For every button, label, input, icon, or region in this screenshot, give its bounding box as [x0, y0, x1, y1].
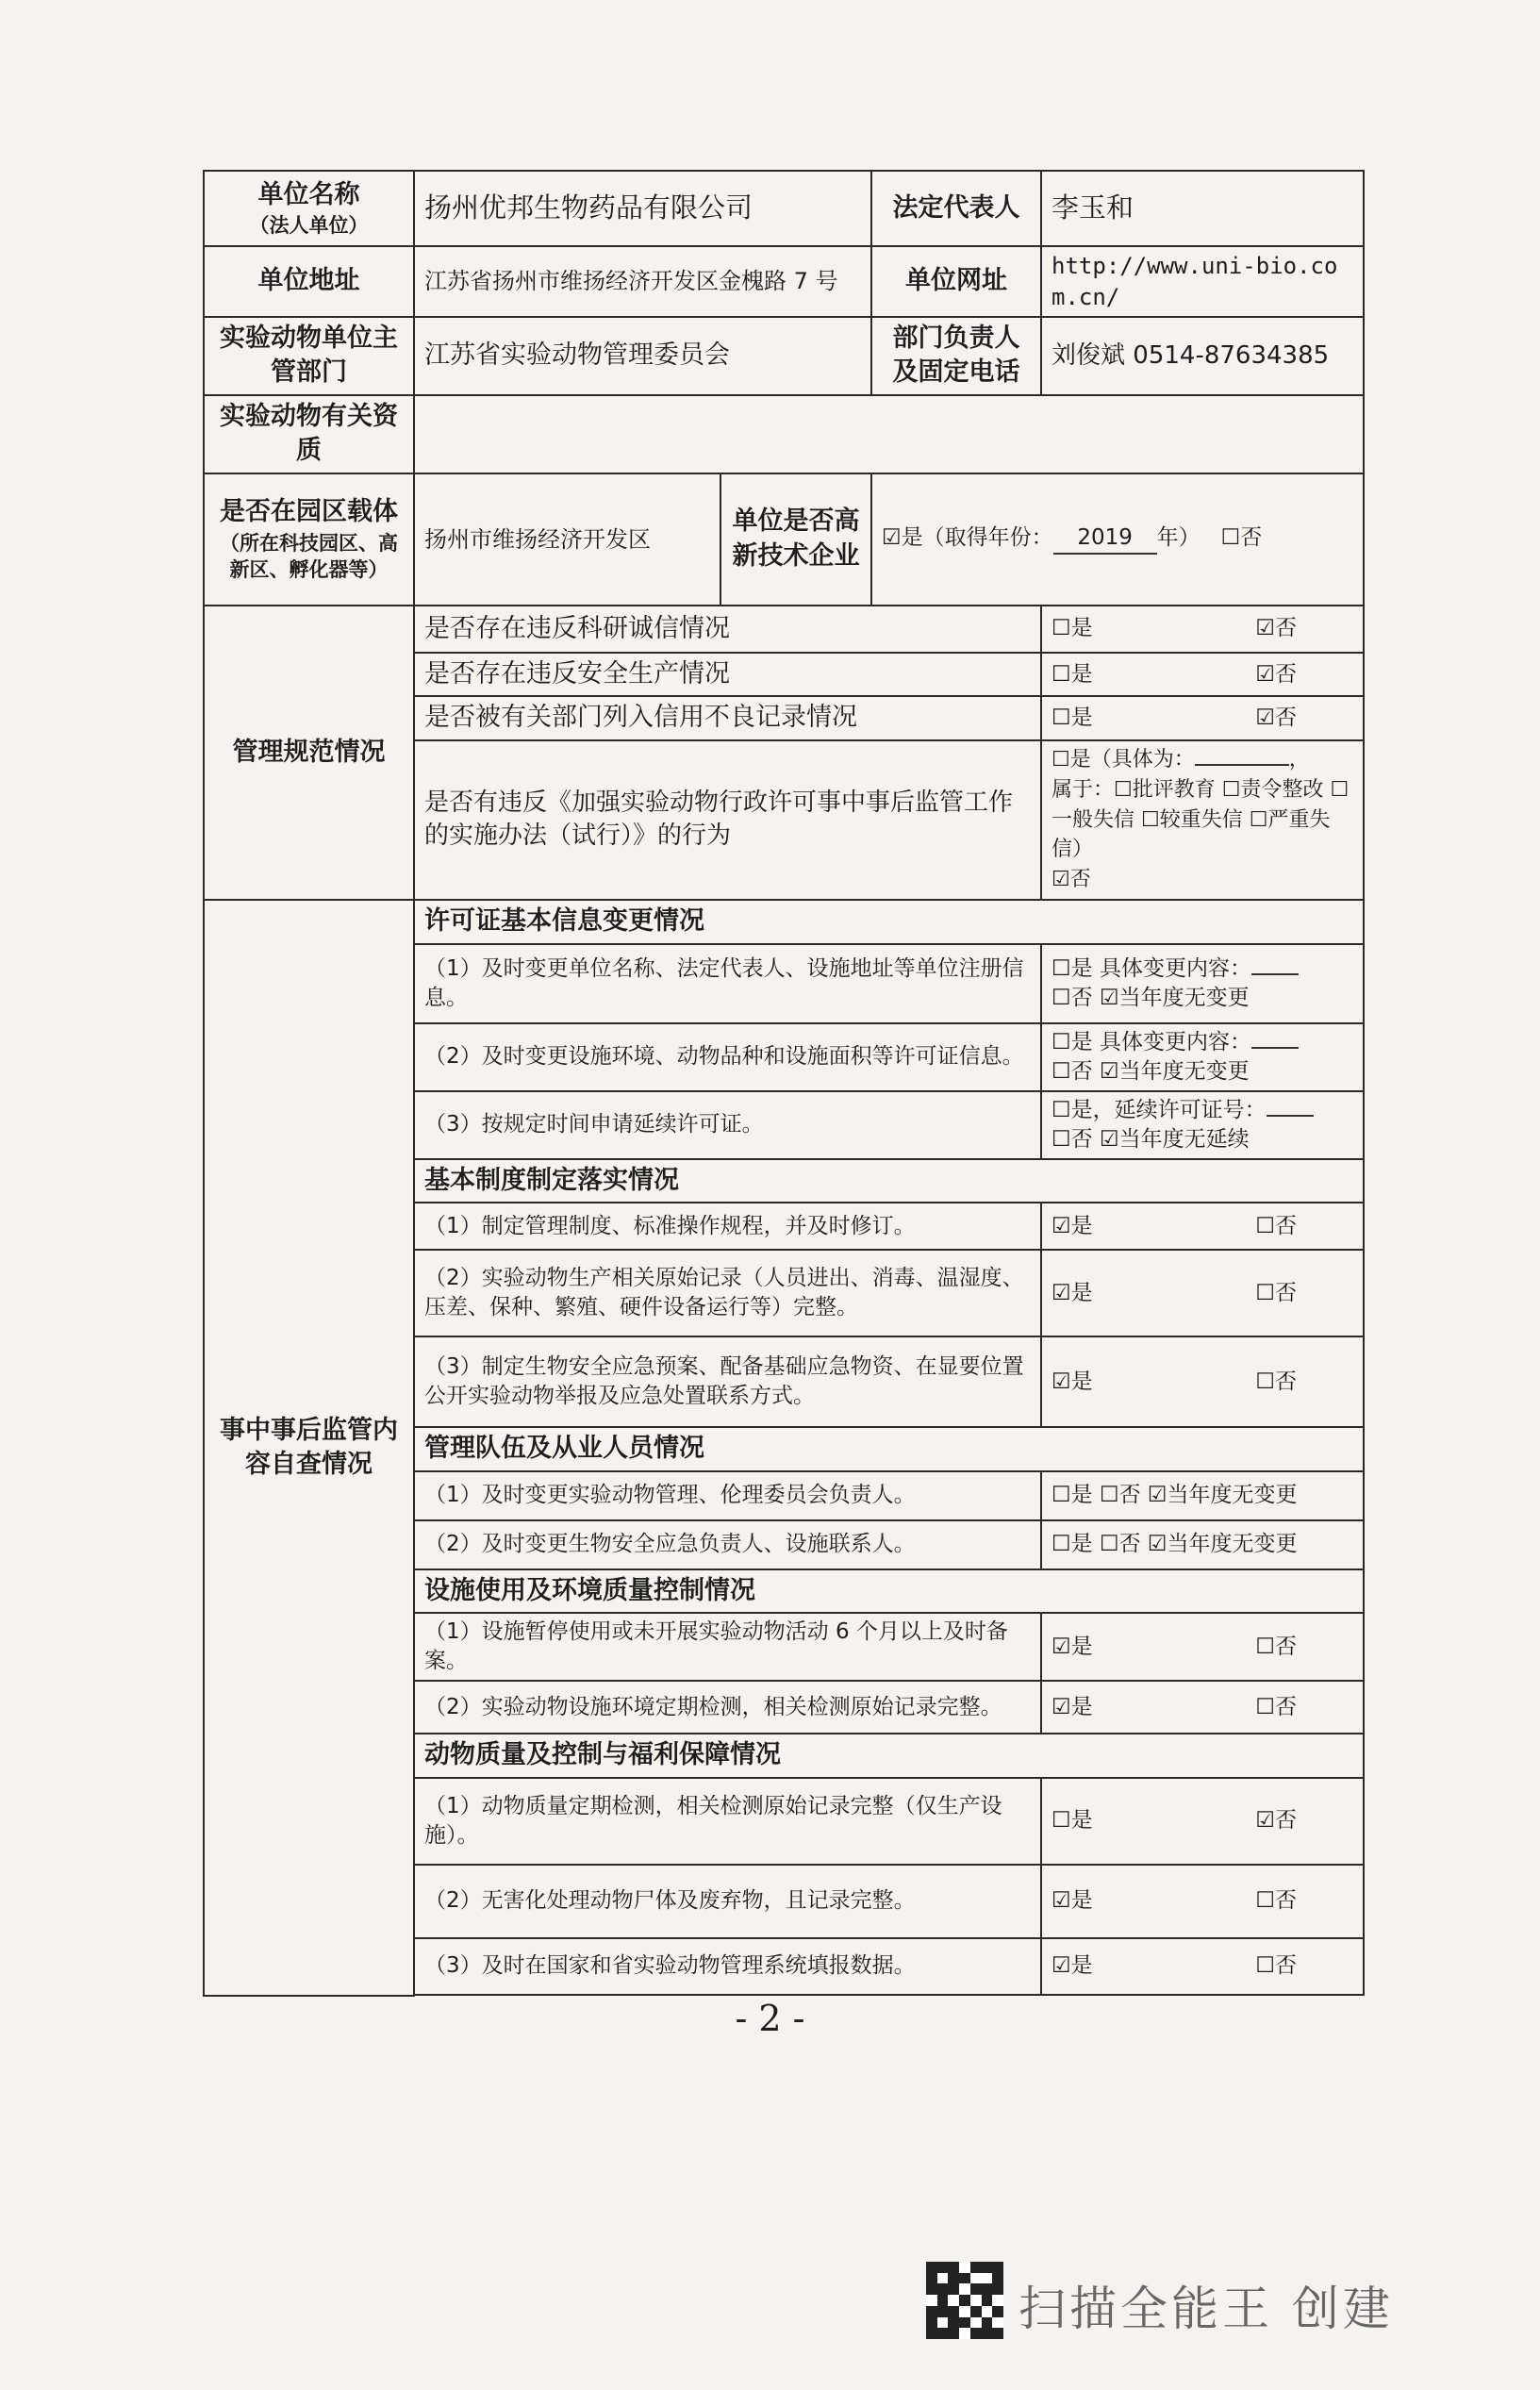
quality-section-title: 动物质量及控制与福利保障情况	[414, 1734, 1364, 1777]
compliance-a1: ☐是 ☑否	[1041, 606, 1364, 653]
facility-answer-1: ☑是 ☐否	[1041, 1613, 1364, 1681]
legal-rep-value: 李玉和	[1041, 171, 1364, 246]
license-answer-1: ☐是 具体变更内容： ☐否 ☑当年度无变更	[1041, 944, 1364, 1023]
system-answer-2: ☑是 ☐否	[1041, 1250, 1364, 1336]
system-section-title: 基本制度制定落实情况	[414, 1159, 1364, 1203]
compliance-a3: ☐是 ☑否	[1041, 696, 1364, 739]
self-inspection-form	[203, 170, 1365, 1997]
hitech-value: ☑是（取得年份： 2019 年） ☐否	[871, 473, 1364, 606]
compliance-label: 管理规范情况	[204, 606, 414, 900]
dept-value: 江苏省实验动物管理委员会	[414, 317, 871, 395]
system-item-2: （2）实验动物生产相关原始记录（人员进出、消毒、温湿度、压差、保种、繁殖、硬件设备运行等）完整。	[414, 1250, 1041, 1336]
system-answer-3: ☑是 ☐否	[1041, 1336, 1364, 1427]
supervision-label: 事中事后监管内容自查情况	[204, 900, 414, 1995]
license-item-2: （2）及时变更设施环境、动物品种和设施面积等许可证信息。	[414, 1023, 1041, 1091]
contact-label: 部门负责人及固定电话	[871, 317, 1041, 395]
quality-item-2: （2）无害化处理动物尸体及废弃物，且记录完整。	[414, 1865, 1041, 1938]
staff-answer-2: ☐是 ☐否 ☑当年度无变更	[1041, 1520, 1364, 1569]
system-answer-1: ☑是 ☐否	[1041, 1203, 1364, 1250]
page-number: - 2 -	[735, 1998, 805, 2039]
unit-name-value: 扬州优邦生物药品有限公司	[414, 171, 871, 246]
dept-label: 实验动物单位主管部门	[204, 317, 414, 395]
address-label: 单位地址	[204, 246, 414, 317]
facility-answer-2: ☑是 ☐否	[1041, 1681, 1364, 1734]
qr-code-icon	[926, 2262, 1003, 2339]
license-section-title: 许可证基本信息变更情况	[414, 900, 1364, 943]
facility-item-2: （2）实验动物设施环境定期检测，相关检测原始记录完整。	[414, 1681, 1041, 1734]
qualification-label: 实验动物有关资质	[204, 395, 414, 473]
hitech-label: 单位是否高新技术企业	[720, 473, 871, 606]
website-value: http://www.uni-bio.com.cn/	[1041, 246, 1364, 317]
quality-item-3: （3）及时在国家和省实验动物管理系统填报数据。	[414, 1938, 1041, 1995]
scanner-watermark: 扫描全能王 创建	[1018, 2282, 1394, 2336]
park-value: 扬州市维扬经济开发区	[414, 473, 720, 606]
quality-answer-1: ☐是 ☑否	[1041, 1778, 1364, 1865]
contact-value: 刘俊斌 0514-87634385	[1041, 317, 1364, 395]
system-item-1: （1）制定管理制度、标准操作规程，并及时修订。	[414, 1203, 1041, 1250]
compliance-q3: 是否被有关部门列入信用不良记录情况	[414, 696, 1041, 739]
park-label: 是否在园区载体 （所在科技园区、高新区、孵化器等）	[204, 473, 414, 606]
staff-item-1: （1）及时变更实验动物管理、伦理委员会负责人。	[414, 1471, 1041, 1520]
license-answer-2: ☐是 具体变更内容： ☐否 ☑当年度无变更	[1041, 1023, 1364, 1091]
license-item-3: （3）按规定时间申请延续许可证。	[414, 1091, 1041, 1159]
compliance-a4: ☐是（具体为： ， 属于：☐批评教育 ☐责令整改 ☐一般失信 ☐较重失信 ☐严重失信） ☑否	[1041, 740, 1364, 900]
compliance-q2: 是否存在违反安全生产情况	[414, 653, 1041, 696]
unit-name-label: 单位名称 （法人单位）	[204, 171, 414, 246]
qualification-value	[414, 395, 1364, 473]
hitech-year: 2019	[1053, 523, 1157, 555]
compliance-q1: 是否存在违反科研诚信情况	[414, 606, 1041, 653]
facility-item-1: （1）设施暂停使用或未开展实验动物活动 6 个月以上及时备案。	[414, 1613, 1041, 1681]
quality-answer-2: ☑是 ☐否	[1041, 1865, 1364, 1938]
compliance-q4: 是否有违反《加强实验动物行政许可事中事后监管工作的实施办法（试行）》的行为	[414, 740, 1041, 900]
staff-item-2: （2）及时变更生物安全应急负责人、设施联系人。	[414, 1520, 1041, 1569]
legal-rep-label: 法定代表人	[871, 171, 1041, 246]
license-answer-3: ☐是，延续许可证号： ☐否 ☑当年度无延续	[1041, 1091, 1364, 1159]
address-value: 江苏省扬州市维扬经济开发区金槐路 7 号	[414, 246, 871, 317]
facility-section-title: 设施使用及环境质量控制情况	[414, 1569, 1364, 1613]
website-label: 单位网址	[871, 246, 1041, 317]
staff-answer-1: ☐是 ☐否 ☑当年度无变更	[1041, 1471, 1364, 1520]
license-item-1: （1）及时变更单位名称、法定代表人、设施地址等单位注册信息。	[414, 944, 1041, 1023]
quality-answer-3: ☑是 ☐否	[1041, 1938, 1364, 1995]
quality-item-1: （1）动物质量定期检测，相关检测原始记录完整（仅生产设施）。	[414, 1778, 1041, 1865]
system-item-3: （3）制定生物安全应急预案、配备基础应急物资、在显要位置公开实验动物举报及应急处置联系方式。	[414, 1336, 1041, 1427]
staff-section-title: 管理队伍及从业人员情况	[414, 1427, 1364, 1470]
compliance-a2: ☐是 ☑否	[1041, 653, 1364, 696]
